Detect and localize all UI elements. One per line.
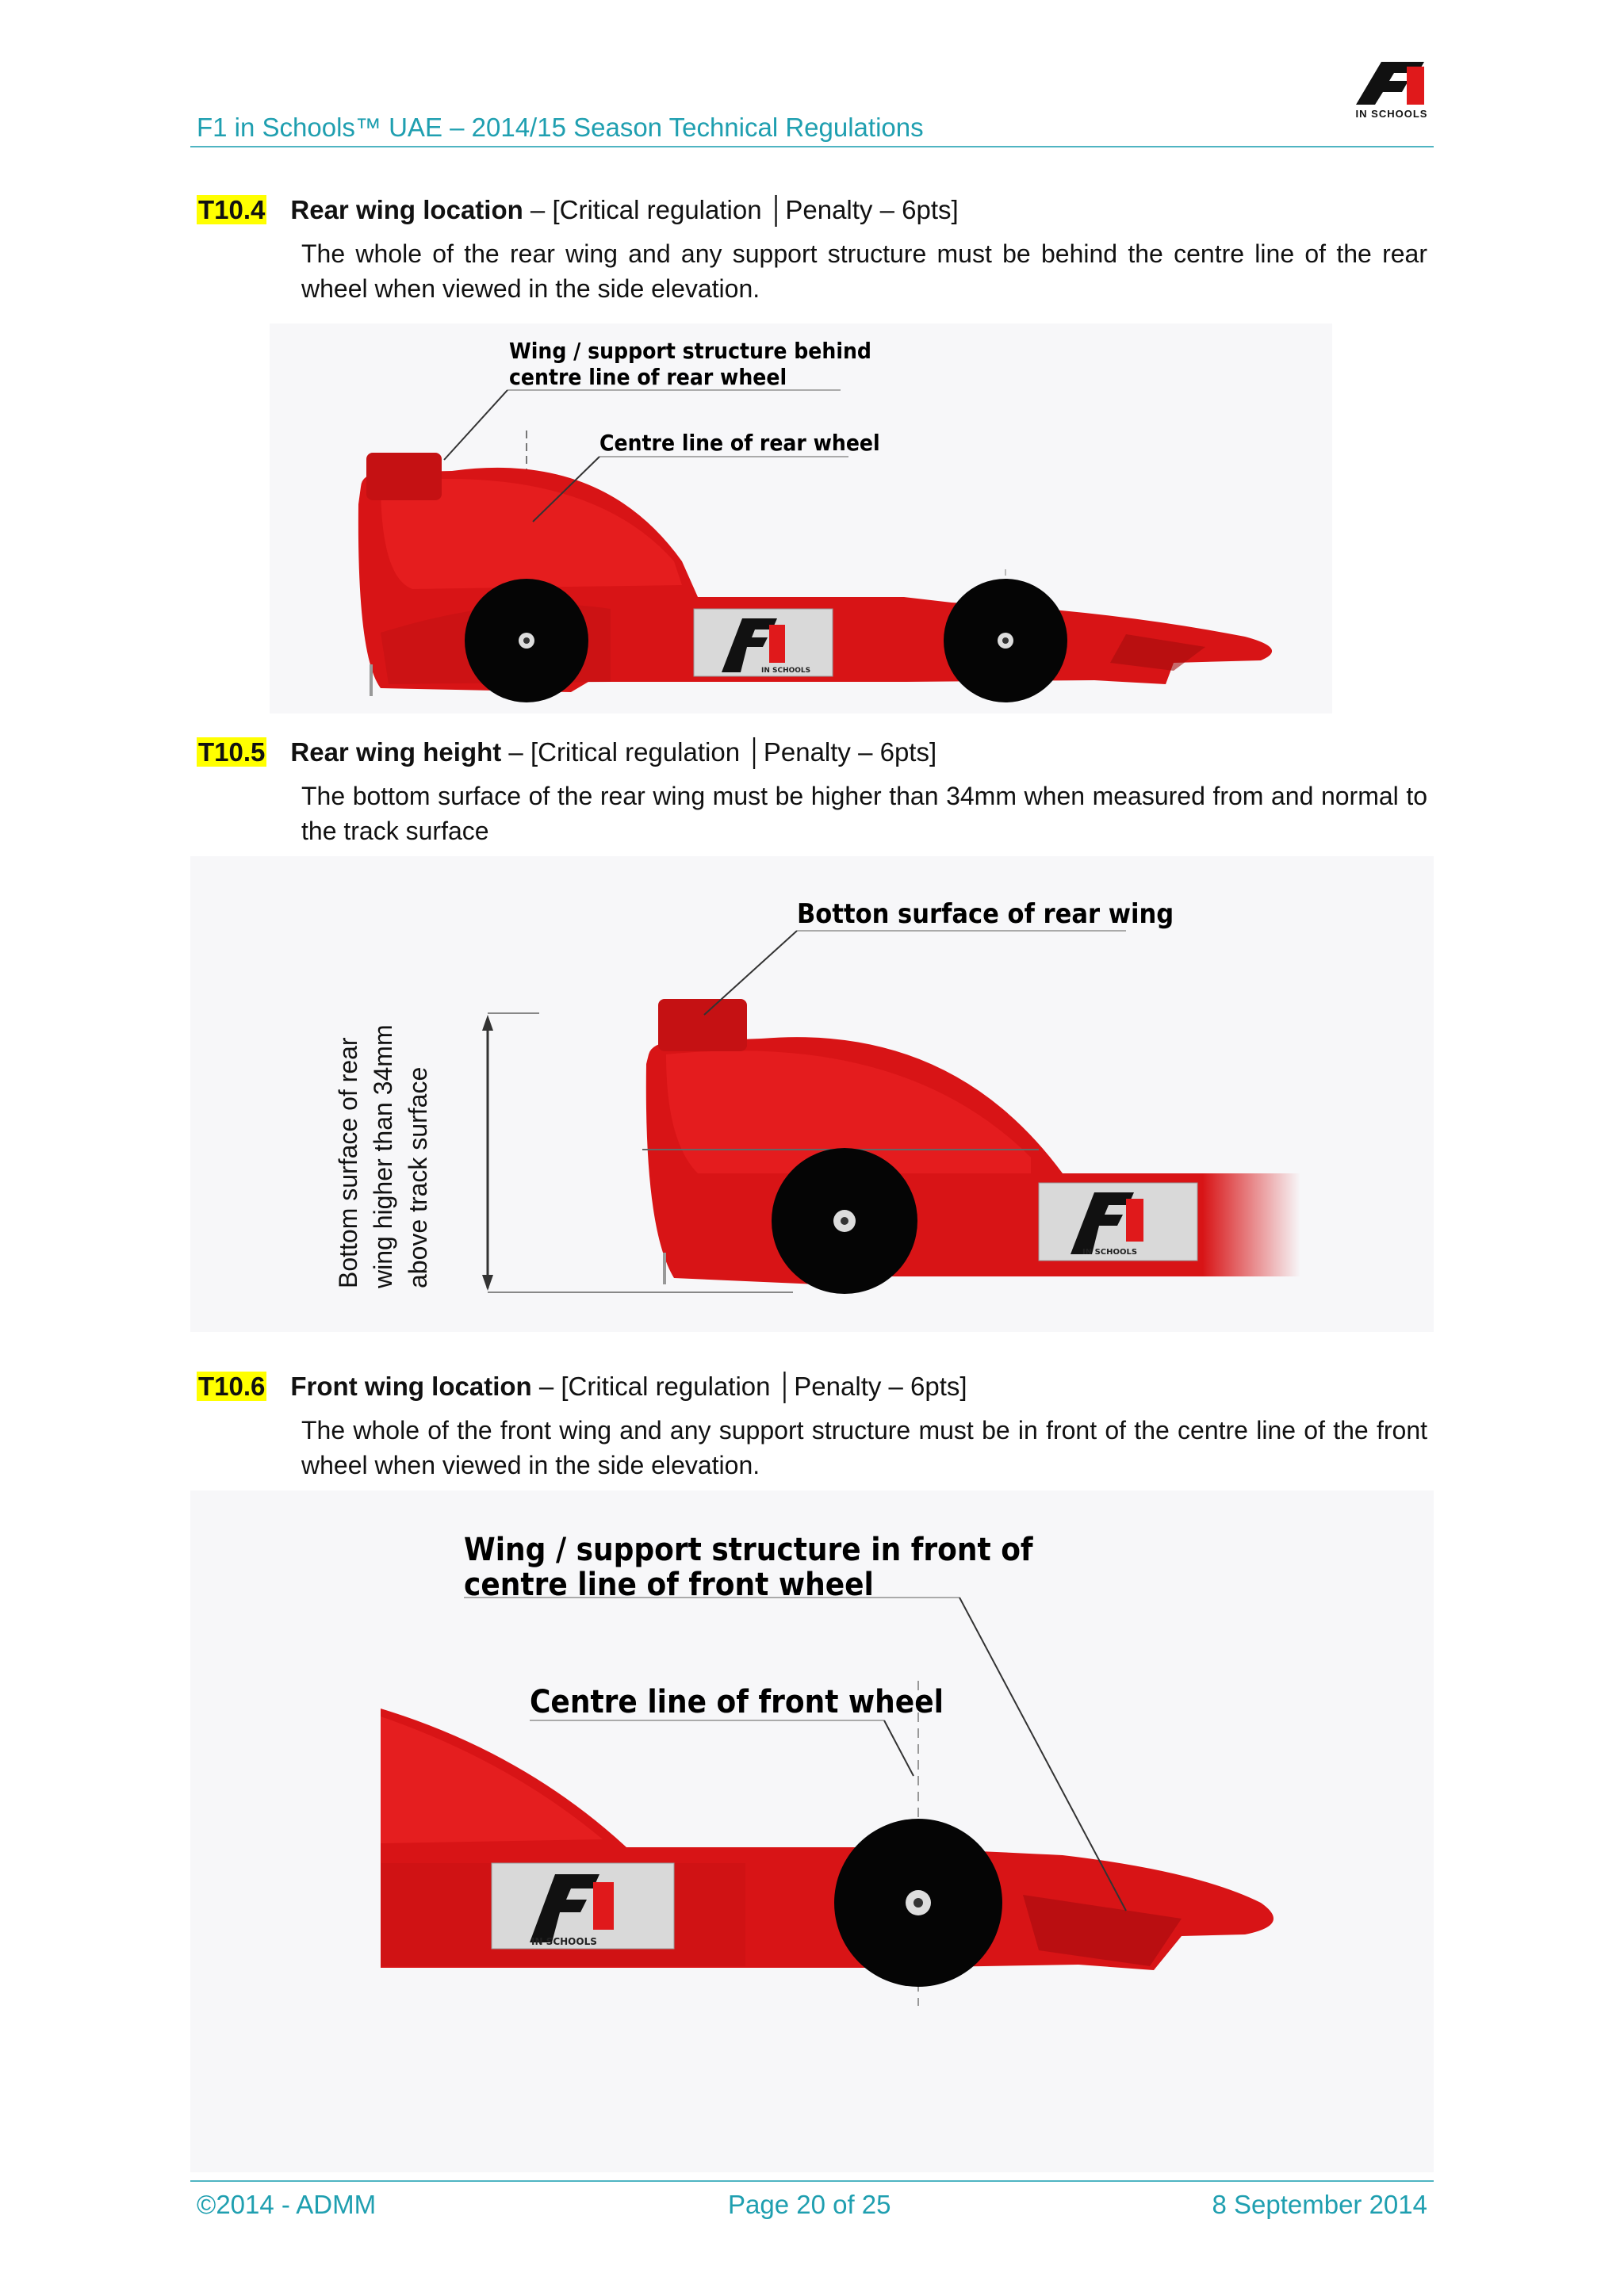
svg-text:Bottom surface of rear: Bottom surface of rear — [334, 1037, 362, 1288]
regulation-body: The whole of the front wing and any support structure must be in front of the centre line of the front wheel when viewed in the side elevation. — [301, 1416, 1427, 1479]
callout-front-wing-in-front-line1: Wing / support structure in front of — [464, 1532, 1033, 1568]
regulation-code: T10.5 — [198, 737, 266, 767]
svg-text:IN SCHOOLS: IN SCHOOLS — [531, 1936, 597, 1947]
callout-front-wing-in-front-line2: centre line of front wheel — [464, 1567, 874, 1603]
regulation-heading-t10-4 — [197, 195, 959, 225]
regulation-title: Front wing location — [290, 1372, 532, 1401]
regulation-code: T10.4 — [198, 195, 266, 224]
regulation-meta: – [Critical regulation │Penalty – 6pts] — [531, 1372, 967, 1401]
front-wing-location-figure — [190, 1490, 1434, 2172]
svg-text:IN SCHOOLS: IN SCHOOLS — [761, 667, 811, 675]
regulation-body: The bottom surface of the rear wing must be higher than 34mm when measured from and normal to the track surface — [301, 782, 1427, 845]
side-label-34mm — [334, 1024, 432, 1289]
f1-in-schools-logo: IN SCHOOLS — [1348, 59, 1435, 124]
car-side-diagram-rear — [270, 323, 1332, 714]
car-side-diagram-height — [190, 856, 1434, 1332]
regulation-meta: – [Critical regulation │Penalty – 6pts] — [523, 195, 959, 224]
callout-bottom-surface-rear-wing: Botton surface of rear wing — [797, 898, 1174, 930]
header-title: F1 in Schools™ UAE – 2014/15 Season Technical Regulations — [197, 113, 924, 142]
callout-centre-line-front: Centre line of front wheel — [530, 1684, 944, 1720]
header-divider — [190, 146, 1434, 147]
car-side-diagram-front — [190, 1490, 1434, 2172]
footer-date: 8 September 2014 — [1212, 2190, 1427, 2219]
footer-divider — [190, 2180, 1434, 2182]
regulation-heading-t10-5 — [197, 737, 936, 767]
callout-centre-line-rear: Centre line of rear wheel — [599, 430, 880, 456]
regulation-code: T10.6 — [198, 1372, 266, 1401]
callout-rear-wing-behind-line2: centre line of rear wheel — [509, 364, 787, 390]
regulation-meta: – [Critical regulation │Penalty – 6pts] — [501, 737, 937, 767]
regulation-title: Rear wing location — [290, 195, 523, 224]
regulation-heading-t10-6 — [197, 1372, 967, 1402]
rear-wing-location-figure — [270, 323, 1332, 714]
footer-copyright: ©2014 - ADMM — [197, 2190, 377, 2219]
svg-text:IN SCHOOLS: IN SCHOOLS — [1082, 1248, 1138, 1257]
svg-text:wing higher than 34mm: wing higher than 34mm — [369, 1024, 397, 1288]
footer-page-number: Page 20 of 25 — [728, 2190, 891, 2219]
rear-wing-height-figure — [190, 856, 1434, 1332]
callout-rear-wing-behind-line1: Wing / support structure behind — [509, 338, 871, 364]
regulation-body: The whole of the rear wing and any support structure must be behind the centre line of the rear wheel when viewed in the side elevation. — [301, 239, 1427, 303]
svg-text:above track surface: above track surface — [404, 1066, 432, 1288]
regulation-title: Rear wing height — [290, 737, 502, 767]
